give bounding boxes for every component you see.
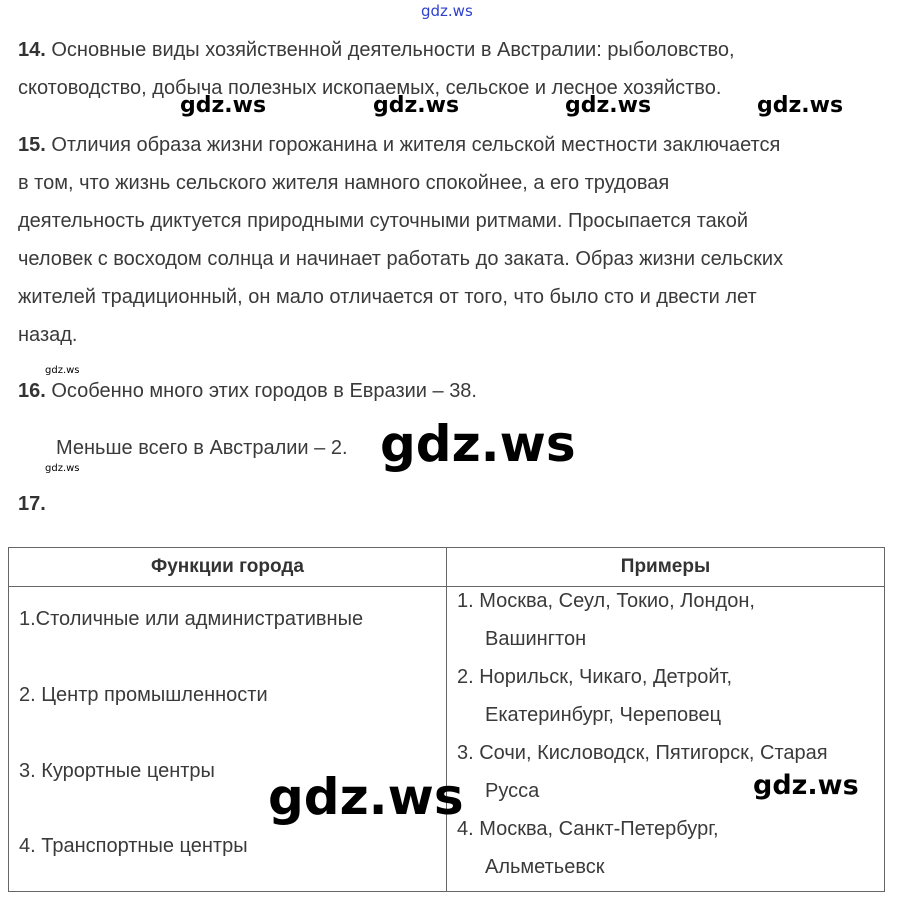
watermark-row-3: gdz.ws [565,93,652,118]
function-item-4: 4. Транспортные центры [19,835,248,857]
city-functions-table [8,547,885,892]
q15-text-1: Отличия образа жизни горожанина и жителя сельской местности заключается [51,134,781,156]
q14-line2: скотоводство, добыча полезных ископаемых, сельское и лесное хозяйство. [18,77,722,99]
watermark-tiny-2: gdz.ws [45,463,80,474]
q15-line2: в том, что жизнь сельского жителя намного спокойнее, а его трудовая [18,172,670,194]
watermark-row-2: gdz.ws [373,93,460,118]
watermark-row-1: gdz.ws [180,93,267,118]
q15-number: 15. [18,134,46,156]
q14-text-1: Основные виды хозяйственной деятельности в Австралии: рыболовство, [51,39,735,61]
function-item-3: 3. Курортные центры [19,760,215,782]
q15-line4: человек с восходом солнца и начинает работать до заката. Образ жизни сельских [18,248,784,270]
q16-line1 [18,372,477,410]
example-2-line1: 2. Норильск, Чикаго, Детройт, [457,666,733,688]
function-item-1: 1.Столичные или административные [19,608,364,630]
q16-line2: Меньше всего в Австралии – 2. [56,437,348,459]
watermark-tiny-1: gdz.ws [45,365,80,376]
example-item-1 [457,582,755,658]
q14-number: 14. [18,39,46,61]
example-3-line2: Русса [485,780,540,802]
functions-cell [9,587,447,892]
example-4-line1: 4. Москва, Санкт-Петербург, [457,818,719,840]
example-4-line2: Альметьевск [485,856,605,878]
q17-line [18,485,46,523]
function-item-2: 2. Центр промышленности [19,684,268,706]
examples-cell [447,587,885,892]
header-examples: Примеры [447,548,885,587]
header-functions: Функции города [9,548,447,587]
q17-number: 17. [18,493,46,515]
example-item-2 [457,658,732,734]
table-row [9,587,885,892]
example-item-4 [457,810,719,886]
q16-number: 16. [18,380,46,402]
q15-line6: назад. [18,324,78,346]
q14-line1 [18,31,735,69]
q15-line1 [18,126,780,164]
watermark-top: gdz.ws [421,2,473,20]
example-1-line1: 1. Москва, Сеул, Токио, Лондон, [457,590,755,612]
watermark-side: gdz.ws [753,770,859,801]
watermark-big-1: gdz.ws [380,415,576,473]
table-header-row [9,548,885,587]
watermark-big-2: gdz.ws [268,768,464,826]
q15-line3: деятельность диктуется природными суточными ритмами. Просыпается такой [18,210,749,232]
example-1-line2: Вашингтон [485,628,587,650]
watermark-row-4: gdz.ws [757,93,844,118]
q16-text-1: Особенно много этих городов в Евразии – 38. [51,380,477,402]
q15-line5: жителей традиционный, он мало отличается от того, что было сто и двести лет [18,286,757,308]
example-3-line1: 3. Сочи, Кисловодск, Пятигорск, Старая [457,742,828,764]
example-2-line2: Екатеринбург, Череповец [485,704,722,726]
